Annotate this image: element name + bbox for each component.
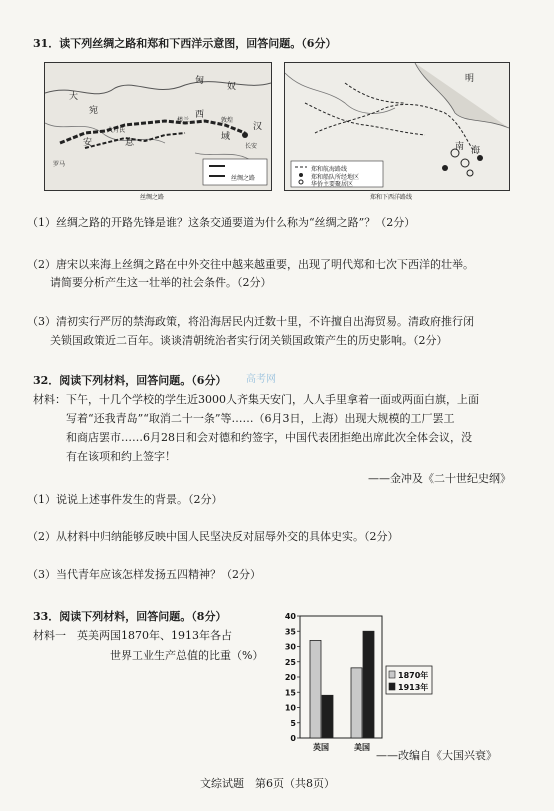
q32-material-line3: 和商店罢市……6月28日和会对德和约签字，中国代表团拒绝出席此次全体会议，没	[66, 431, 472, 444]
page-footer: 文综试题 第6页（共8页）	[200, 777, 335, 790]
map1-label-dunhuang: 敦煌	[221, 117, 234, 124]
q31-part3-line1: （3）清初实行严厉的禁海政策，将沿海居民内迁数十里，不许擅自出海贸易。清政府推行闭	[27, 315, 474, 328]
map1-label-xi: 息	[125, 138, 135, 148]
chart-bar	[310, 640, 321, 738]
chart-x-tick-label: 英国	[313, 743, 329, 752]
zheng-he-map	[284, 62, 510, 191]
q32-source: ——金冲及《二十世纪史纲》	[368, 472, 511, 485]
q32-part3: （3）当代青年应该怎样发扬五四精神？（2分）	[27, 568, 261, 581]
silk-road-map	[44, 62, 272, 191]
chart-y-tick-label: 25	[284, 657, 296, 667]
q31-part3-line2: 关锁国政策近二百年。谈谈清朝统治者实行闭关锁国政策产生的历史影响。（2分）	[50, 334, 448, 347]
q32-material-line4: 有在该项和约上签字！	[66, 450, 176, 463]
map2-label-hai: 海	[471, 146, 481, 156]
map1-label-han: 汉	[253, 122, 263, 132]
q33-title: 33．阅读下列材料，回答问题。（8分）	[33, 610, 227, 623]
map1-label-loulan: 楼兰	[177, 117, 190, 124]
q33-material-line1: 材料一 英美两国1870年、1913年各占	[33, 629, 232, 642]
q31-part2-line2: 请简要分析产生这一壮举的社会条件。（2分）	[50, 276, 272, 289]
map1-legend-silk-road: 丝绸之路	[231, 175, 256, 182]
chart-bar	[322, 695, 333, 738]
map1-label-xiyu-xi: 西	[195, 110, 205, 120]
chart-y-tick-label: 40	[284, 612, 296, 621]
silk-road-map-drawing	[45, 63, 271, 190]
map2-legend-route: 郑和航海路线	[311, 166, 348, 173]
map1-label-nu: 奴	[227, 82, 237, 92]
chart-legend-label: 1913年	[398, 683, 429, 692]
chart-legend-label: 1870年	[398, 671, 429, 680]
q33-source: ——改编自《大国兴衰》	[376, 749, 497, 762]
map2-label-ming: 明	[465, 74, 475, 84]
q31-part1: （1）丝绸之路的开路先锋是谁？这条交通要道为什么称为“丝绸之路”？（2分）	[27, 216, 416, 229]
q31-part2-line1: （2）唐宋以来海上丝绸之路在中外交往中越来越重要，出现了明代郑和七次下西洋的壮举。	[27, 258, 474, 271]
map2-caption: 郑和下西洋路线	[370, 194, 413, 201]
q32-material-line2: 写着“还我青岛”“取消二十一条”等……（6月3日，上海）出现大规模的工厂罢工	[66, 412, 455, 425]
q32-part1: （1）说说上述事件发生的背景。（2分）	[27, 493, 223, 506]
chart-y-tick-label: 15	[284, 688, 296, 698]
map1-label-luoma: 罗马	[53, 161, 66, 168]
map1-label-an: 安	[83, 138, 93, 148]
chart-y-tick-label: 20	[284, 673, 296, 682]
chart-y-tick-label: 35	[284, 627, 296, 637]
map1-label-xiyu-yu: 域	[221, 132, 231, 142]
q32-title: 32．阅读下列材料，回答问题。（6分）	[33, 374, 227, 387]
chart-bar	[363, 631, 374, 738]
chart-bar	[351, 668, 362, 738]
q32-part2: （2）从材料中归纳能够反映中国人民坚决反对屈辱外交的具体史实。（2分）	[27, 530, 399, 543]
map1-label-changan: 长安	[245, 143, 258, 150]
chart-legend-swatch	[389, 683, 395, 690]
chart-y-tick-label: 10	[284, 703, 296, 713]
chart-y-tick-label: 5	[290, 718, 296, 728]
map1-label-xiong: 匈	[195, 76, 205, 86]
q33-material-line2: 世界工业生产总值的比重（%）	[110, 649, 264, 662]
map2-label-nan: 南	[455, 142, 465, 152]
q32-material-line1: 材料：下午，十几个学校的学生近3000人齐集天安门，人人手里拿着一面或两面白旗，上面	[33, 393, 479, 406]
map2-legend-overseas-chinese: 华侨主要聚居区	[311, 181, 354, 188]
chart-x-tick-label: 美国	[354, 743, 370, 752]
q31-title: 31．读下列丝绸之路和郑和下西洋示意图，回答问题。（6分）	[33, 37, 337, 50]
chart-y-tick-label: 0	[290, 734, 296, 743]
watermark: 高考网	[246, 374, 276, 385]
chart-y-tick-label: 30	[284, 642, 296, 652]
map1-label-wan: 宛	[89, 106, 99, 116]
chart-legend-swatch	[389, 671, 395, 678]
map1-label-da: 大	[69, 92, 79, 102]
map1-label-dayuezhi: 大月氏	[107, 127, 126, 134]
map1-caption: 丝绸之路	[140, 194, 165, 201]
industrial-output-chart	[282, 610, 472, 755]
map2-legend-regions: 郑和船队所经地区	[311, 174, 360, 181]
